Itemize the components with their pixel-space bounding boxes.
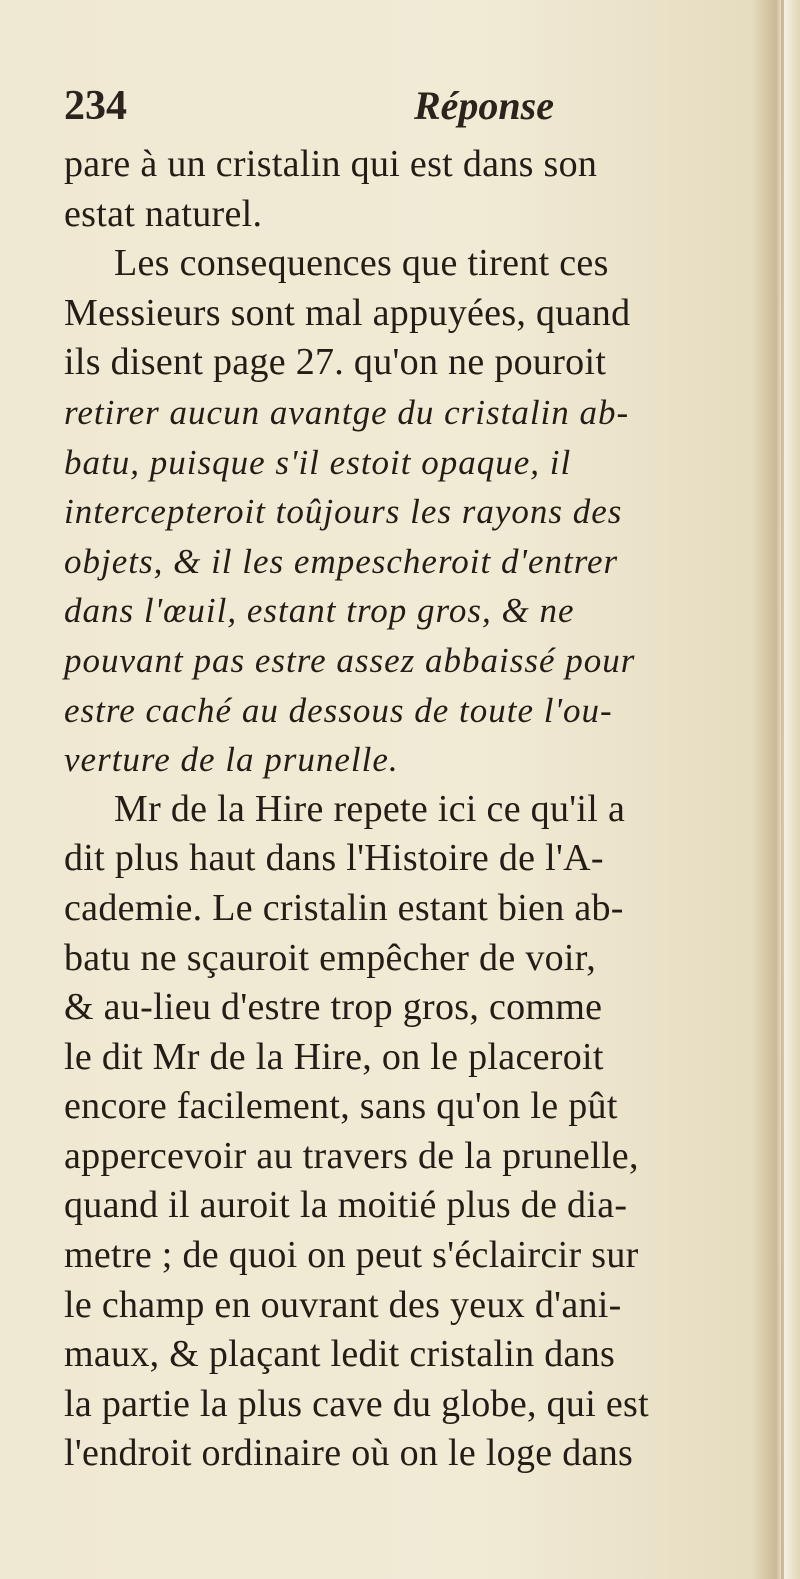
text-line: retirer aucun avantge du cristalin ab-	[64, 392, 630, 432]
body-text	[64, 140, 754, 1479]
text-line: encore facilement, sans qu'on le pût	[64, 1085, 618, 1128]
text-line: Mr de la Hire repete ici ce qu'il a	[114, 787, 626, 830]
page-header	[64, 82, 764, 142]
text-line: maux, & plaçant ledit cristalin dans	[64, 1333, 616, 1376]
text-line: quand il auroit la moitié plus de dia-	[64, 1184, 628, 1227]
text-line: estre caché au dessous de toute l'ou-	[64, 690, 613, 730]
text-line: appercevoir au travers de la prunelle,	[64, 1134, 639, 1177]
page-number: 234	[64, 83, 127, 129]
text-line: estat naturel.	[64, 192, 263, 235]
text-line: & au-lieu d'estre trop gros, comme	[64, 986, 603, 1029]
text-line: Messieurs sont mal appuyées, quand	[64, 291, 631, 334]
text-line: cademie. Le cristalin estant bien ab-	[64, 886, 624, 929]
text-line: le dit Mr de la Hire, on le placeroit	[64, 1035, 604, 1078]
text-line: batu ne sçauroit empêcher de voir,	[64, 936, 597, 979]
text-line: le champ en ouvrant des yeux d'ani-	[64, 1283, 622, 1326]
text-line: metre ; de quoi on peut s'éclaircir sur	[64, 1234, 639, 1277]
text-line: intercepteroit toûjours les rayons des	[64, 492, 623, 532]
text-line: ils disent page 27. qu'on ne pouroit	[64, 341, 607, 384]
text-line: dans l'œuil, estant trop gros, & ne	[64, 591, 575, 631]
text-line: dit plus haut dans l'Histoire de l'A-	[64, 837, 604, 880]
running-head: Réponse	[414, 83, 554, 128]
text-line: pare à un cristalin qui est dans son	[64, 143, 598, 185]
text-line: objets, & il les empescheroit d'entrer	[64, 541, 619, 581]
text-line: Les consequences que tirent ces	[114, 242, 609, 285]
text-line: batu, puisque s'il estoit opaque, il	[64, 442, 572, 482]
page-edge	[781, 0, 784, 1579]
text-line: l'endroit ordinaire où on le loge dans	[64, 1432, 634, 1475]
text-line: la partie la plus cave du globe, qui est	[64, 1382, 649, 1425]
text-line: pouvant pas estre assez abbaissé pour	[64, 640, 636, 680]
text-line: verture de la prunelle.	[64, 740, 399, 780]
